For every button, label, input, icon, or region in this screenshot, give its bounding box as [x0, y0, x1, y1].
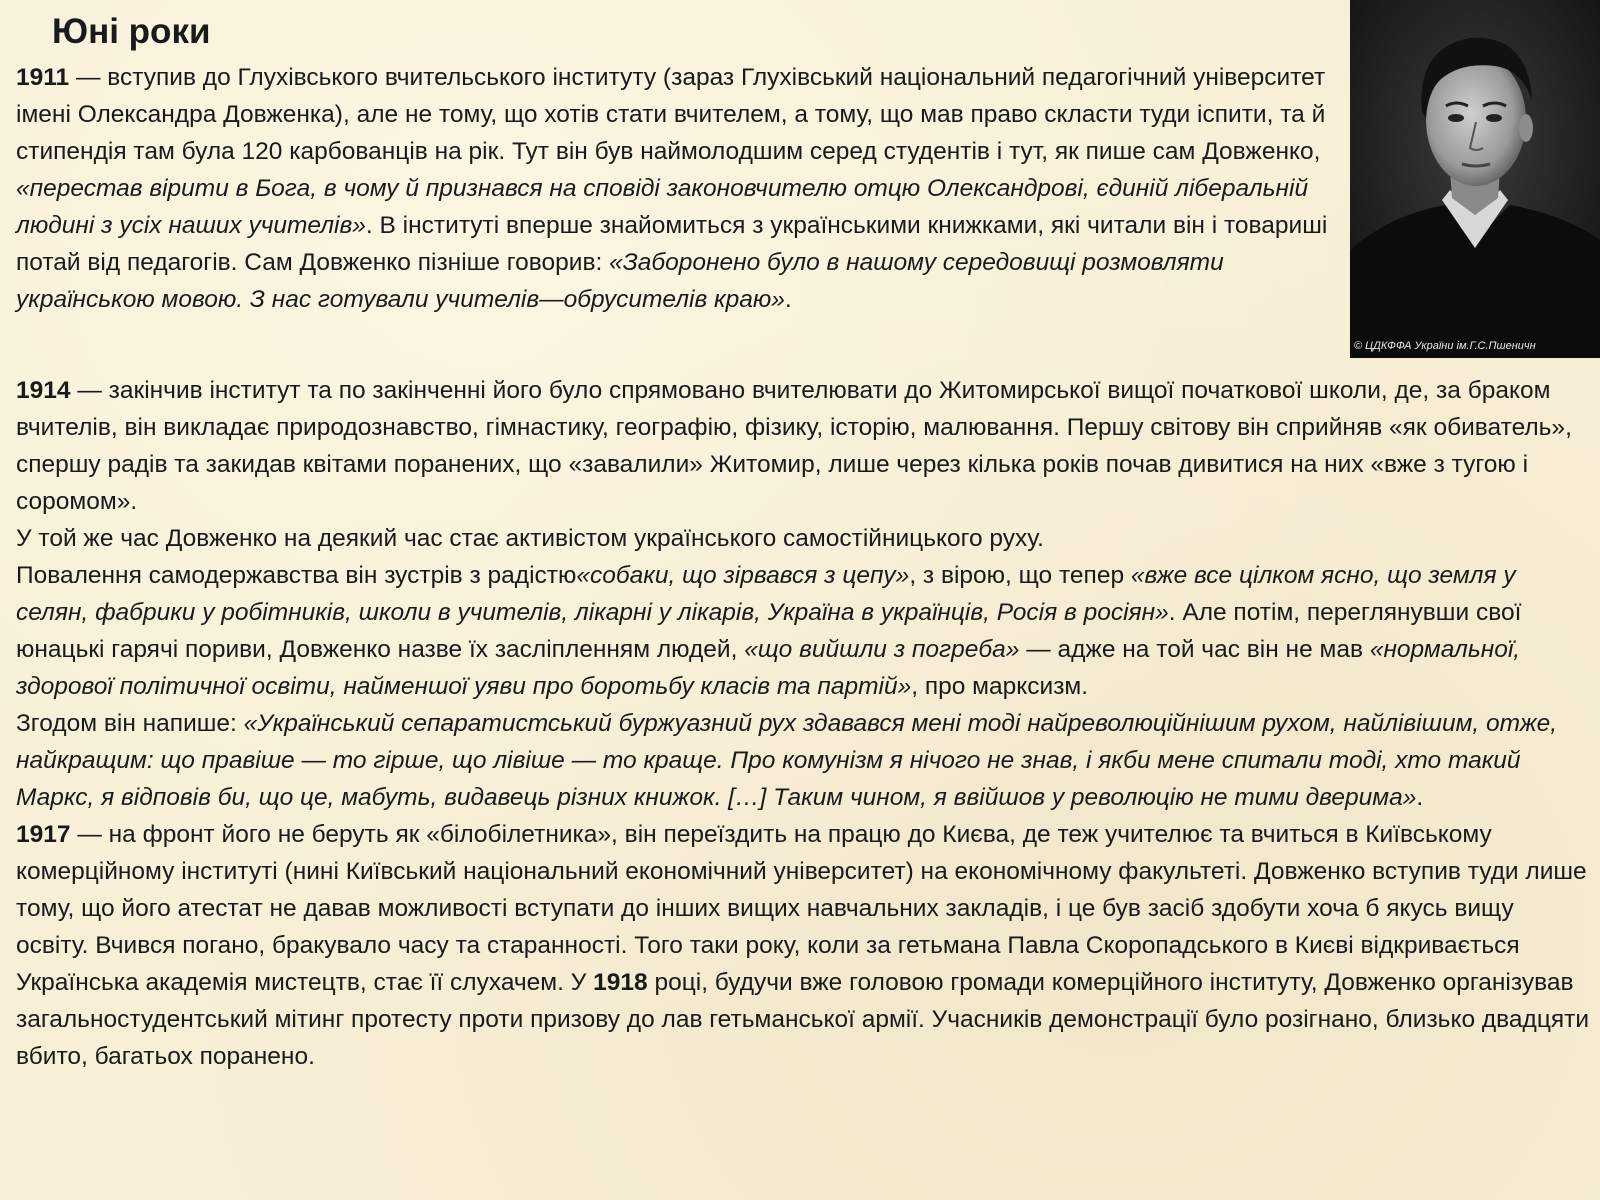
- text-later-b: .: [1416, 784, 1424, 811]
- text-later-a: Згодом він напише:: [16, 710, 244, 737]
- text-1914: — закінчив інститут та по закінченні його було спрямовано вчителювати до Житомирської вищої початкової школи, де, за браком вчителів, він викладає природознавство, гімнастику, географію, фізику, історію, малювання. Першу світову він сприйняв «як обиватель», спершу радів та закидав квітами поранених, що «завалили» Житомир, лише через кілька років почав дивитися на них «вже з тугою і соромом».: [16, 377, 1572, 515]
- text-1911-c: .: [784, 286, 792, 313]
- quote-rev-a: «собаки, що зірвався з цепу»: [576, 562, 910, 589]
- text-block-1911: [16, 59, 1338, 318]
- quote-later: «Український сепаратистський буржуазний рух здавався мені тоді найреволюційнішим рухом, найлівішим, отже, найкращим: що правіше — то гірше, що лівіше — то краще. Про комунізм я нічого не знав, і якби мене спитали тоді, хто такий Маркс, я відповів би, що це, мабуть, видавець різних книжок. […] Таким чином, я ввійшов у революцію не тими дверима»: [16, 710, 1558, 811]
- text-rev-e: , про марксизм.: [911, 673, 1089, 700]
- portrait-illustration: [1350, 0, 1600, 358]
- quote-rev-b: «вже все цілком ясно, що земля у селян, фабрики у робітників, школи в учителів, лікарні у лікарів, Україна в українців, Росія в росіян»: [16, 562, 1516, 626]
- text-1917-a: — на фронт його не беруть як «білобілетника», він переїздить на працю до Києва, де теж учителює та вчиться в Київському комерційному інституті (нині Київський національний економічний університет) на економічному факультеті. Довженко вступив туди лише тому, що його атестат не давав можливості вступати до інших вищих навчальних закладів, і це був засіб здобути хоча б якусь вищу освіту. Вчився погано, бракувало часу та старанності. Того таки року, коли за гетьмана Павла Скоропадського в Києві відкривається Українська академія мистецтв, стає її слухачем. У: [16, 821, 1587, 996]
- photo-credit: © ЦДКФФА України ім.Г.С.Пшеничн: [1354, 340, 1536, 352]
- year-1914: 1914: [16, 377, 71, 404]
- year-1918: 1918: [593, 969, 648, 996]
- paragraph-revolution: [16, 557, 1592, 705]
- paragraph-1911: [16, 59, 1338, 318]
- text-1911-a: — вступив до Глухівського вчительського інституту (зараз Глухівський національний педагогічний університет імені Олександра Довженка), але не тому, що хотів стати вчителем, а тому, що мав право скласти туди іспити, та й стипендія там була 120 карбованців на рік. Тут він був наймолодшим серед студентів і тут, як пише сам Довженко,: [16, 64, 1326, 165]
- text-1911-b: . В інституті вперше знайомиться з українськими книжками, які читали він і товариші потай від педагогів. Сам Довженко пізніше говорив:: [16, 212, 1328, 276]
- portrait-photo: [1350, 0, 1600, 358]
- year-1911: 1911: [16, 64, 70, 91]
- slide-title: Юні роки: [52, 12, 211, 51]
- text-rev-b: , з вірою, що тепер: [909, 562, 1131, 589]
- quote-rev-c: «що вийшли з погреба»: [744, 636, 1020, 663]
- year-1917: 1917: [16, 821, 71, 848]
- text-1917-b: році, будучи вже головою громади комерційного інституту, Довженко організував загальностудентський мітинг протесту проти призову до лав гетьманської армії. Учасників демонстрації було розігнано, близько двадцяти вбито, багатьох поранено.: [16, 969, 1590, 1070]
- text-rev-d: — адже на той час він не мав: [1019, 636, 1370, 663]
- quote-1911-a: «перестав вірити в Бога, в чому й признався на сповіді законовчителю отцю Олександрові, єдиній ліберальній людині з усіх наших учителів»: [16, 175, 1309, 239]
- paragraph-1914: [16, 372, 1592, 520]
- text-rev-c: . Але потім, переглянувши свої юнацькі гарячі пориви, Довженко назве їх засліпленням людей,: [16, 599, 1522, 663]
- paragraph-1917: [16, 816, 1592, 1075]
- paragraph-later: [16, 705, 1592, 816]
- paragraph-movement: У той же час Довженко на деякий час стає активістом українського самостійницького руху.: [16, 525, 1044, 552]
- quote-1911-b: «Заборонено було в нашому середовищі розмовляти українською мовою. З нас готували учителів—обрусителів краю»: [16, 249, 1224, 313]
- quote-rev-d: «нормальної, здорової політичної освіти, найменшої уяви про боротьбу класів та партій»: [16, 636, 1521, 700]
- text-block-main: [16, 372, 1592, 1075]
- text-rev-a: Повалення самодержавства він зустрів з радістю: [16, 562, 577, 589]
